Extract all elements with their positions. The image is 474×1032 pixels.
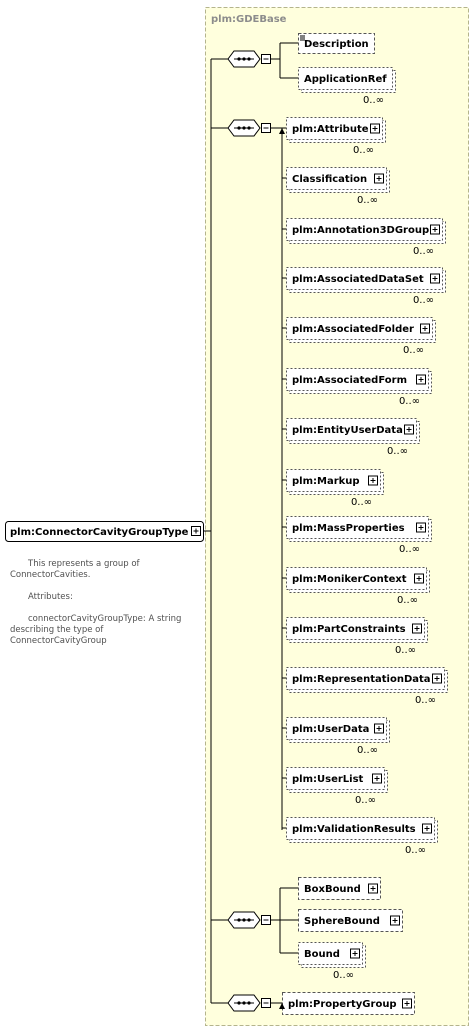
expand-icon[interactable] xyxy=(405,425,414,434)
expand-icon[interactable] xyxy=(391,916,400,925)
element-name: plm:Markup xyxy=(292,476,360,487)
doc-line: ConnectorCavities. xyxy=(10,570,91,580)
element-name: Classification xyxy=(292,174,368,185)
occurrence-label: 0..∞ xyxy=(350,497,372,508)
element-name: BoxBound xyxy=(304,884,361,895)
expand-icon[interactable] xyxy=(375,724,384,733)
doc-line: This represents a group of xyxy=(28,559,140,569)
expand-icon[interactable] xyxy=(373,774,382,783)
occurrence-label: 0..∞ xyxy=(404,845,426,856)
occurrence-label: 0..∞ xyxy=(398,544,420,555)
expand-icon[interactable] xyxy=(403,999,412,1008)
element-name: plm:MonikerContext xyxy=(292,574,407,585)
doc-line: describing the type of xyxy=(10,625,104,635)
occurrence-label: 0..∞ xyxy=(352,145,374,156)
expand-icon[interactable] xyxy=(371,124,380,133)
root-documentation xyxy=(10,559,181,646)
root-expand-icon[interactable] xyxy=(192,527,201,536)
expand-icon[interactable] xyxy=(413,624,422,633)
gdebase-group-label: plm:GDEBase xyxy=(211,14,287,25)
doc-line: ConnectorCavityGroup xyxy=(10,636,107,646)
occurrence-label: 0..∞ xyxy=(398,396,420,407)
expand-icon[interactable] xyxy=(433,674,442,683)
element-name: plm:RepresentationData xyxy=(292,674,431,685)
element-name: plm:UserList xyxy=(292,774,364,785)
occurrence-label: 0..∞ xyxy=(356,745,378,756)
element-name: ApplicationRef xyxy=(304,74,387,85)
element-20[interactable] xyxy=(283,993,415,1015)
expand-icon[interactable] xyxy=(431,225,440,234)
element-name: Description xyxy=(304,39,369,50)
occurrence-label: 0..∞ xyxy=(412,246,434,257)
occurrence-label: 0..∞ xyxy=(412,295,434,306)
element-name: plm:MassProperties xyxy=(292,523,405,534)
expand-icon[interactable] xyxy=(369,884,378,893)
expand-icon[interactable] xyxy=(431,274,440,283)
expand-icon[interactable] xyxy=(417,523,426,532)
expand-icon[interactable] xyxy=(415,574,424,583)
root-element[interactable] xyxy=(6,522,204,542)
element-name: plm:EntityUserData xyxy=(292,425,403,436)
element-name: plm:UserData xyxy=(292,724,370,735)
element-18[interactable] xyxy=(299,910,403,932)
expand-icon[interactable] xyxy=(417,375,426,384)
element-name: plm:AssociatedForm xyxy=(292,375,407,386)
expand-icon[interactable] xyxy=(421,324,430,333)
expand-icon[interactable] xyxy=(351,949,360,958)
expand-icon[interactable] xyxy=(369,476,378,485)
occurrence-label: 0..∞ xyxy=(354,795,376,806)
root-element-name: plm:ConnectorCavityGroupType xyxy=(10,527,189,538)
doc-line: connectorCavityGroupType: A string xyxy=(28,614,182,624)
occurrence-label: 0..∞ xyxy=(386,446,408,457)
expand-icon[interactable] xyxy=(423,824,432,833)
element-name: plm:AssociatedDataSet xyxy=(292,274,424,285)
occurrence-label: 0..∞ xyxy=(402,345,424,356)
element-17[interactable] xyxy=(299,878,381,900)
occurrence-label: 0..∞ xyxy=(414,695,436,706)
occurrence-label: 0..∞ xyxy=(362,95,384,106)
occurrence-label: 0..∞ xyxy=(396,595,418,606)
element-name: SphereBound xyxy=(304,916,380,927)
element-name: plm:ValidationResults xyxy=(292,824,416,835)
element-name: plm:AssociatedFolder xyxy=(292,324,414,335)
occurrence-label: 0..∞ xyxy=(394,645,416,656)
element-0[interactable] xyxy=(299,34,375,54)
element-name: plm:Annotation3DGroup xyxy=(292,225,430,236)
element-name: plm:Attribute xyxy=(292,124,369,135)
element-name: plm:PropertyGroup xyxy=(288,999,397,1010)
element-name: plm:PartConstraints xyxy=(292,624,406,635)
expand-icon[interactable] xyxy=(375,174,384,183)
occurrence-label: 0..∞ xyxy=(356,195,378,206)
doc-line: Attributes: xyxy=(28,592,73,602)
occurrence-label: 0..∞ xyxy=(332,970,354,981)
element-name: Bound xyxy=(304,949,340,960)
